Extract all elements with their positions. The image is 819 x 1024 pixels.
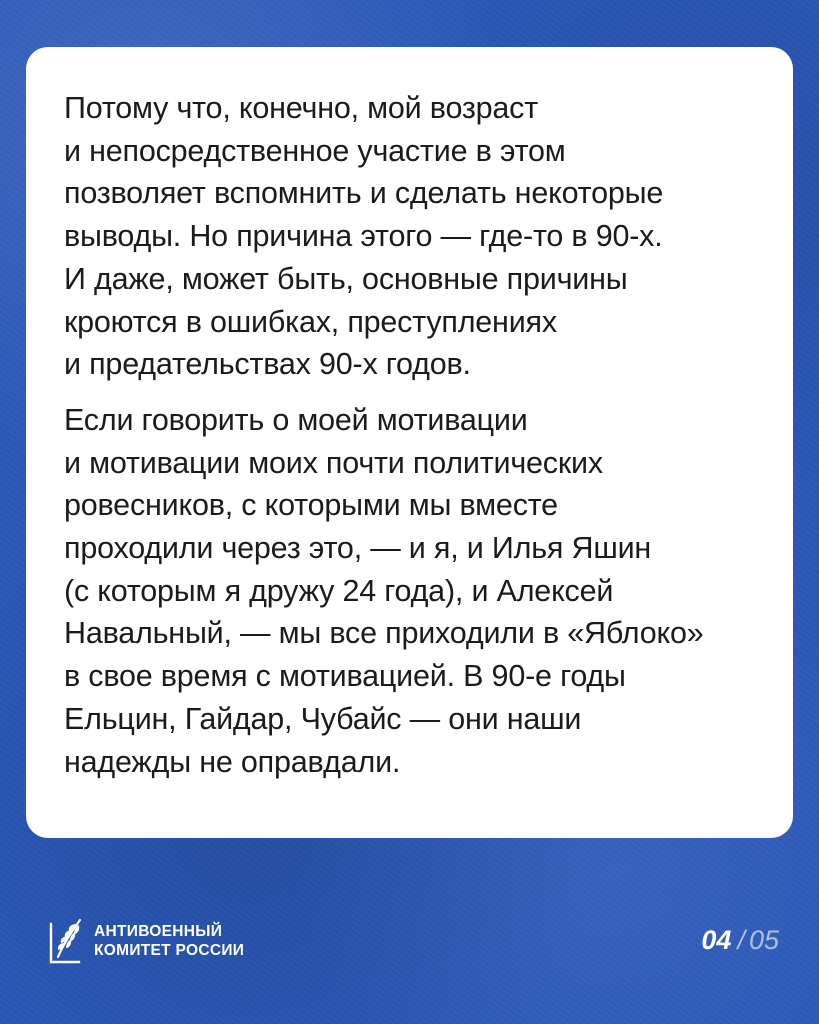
paragraph-2 [64,399,753,783]
page-current: 04 [701,925,732,955]
text-line: ровесников, с которыми мы вместе [64,488,558,523]
text-line: Навальный, — мы все приходили в «Яблоко» [64,616,704,651]
wheat-branch-icon [48,917,84,965]
text-line: (с которым я дружу 24 года), и Алексей [64,573,614,608]
text-line: кроются в ошибках, преступлениях [64,304,557,339]
text-line: позволяет вспомнить и сделать некоторые [64,176,664,211]
text-line: И даже, может быть, основные причины [64,261,628,296]
page-indicator [701,925,779,956]
logo-line-1: АНТИВОЕННЫЙ [94,923,223,940]
text-card [26,47,793,838]
text-line: в свое время с мотивацией. В 90-е годы [64,659,626,694]
page-separator: / [737,925,745,955]
paragraph-1 [64,87,753,386]
text-line: Если говорить о моей мотивации [64,402,528,437]
text-line: проходили через это, — и я, и Илья Яшин [64,531,652,566]
text-line: Ельцин, Гайдар, Чубайс — они наши [64,701,582,736]
text-line: и мотивации моих почти политических [64,445,603,480]
logo-line-2: КОМИТЕТ РОССИИ [94,942,245,959]
text-line: надежды не оправдали. [64,744,401,779]
committee-logo [48,917,244,965]
text-line: выводы. Но причина этого — где-то в 90-х. [64,219,663,254]
page-total: 05 [748,925,779,955]
text-line: и предательствах 90-х годов. [64,347,471,382]
text-line: Потому что, конечно, мой возраст [64,91,539,125]
text-line: и непосредственное участие в этом [64,133,566,168]
logo-text [94,922,244,960]
